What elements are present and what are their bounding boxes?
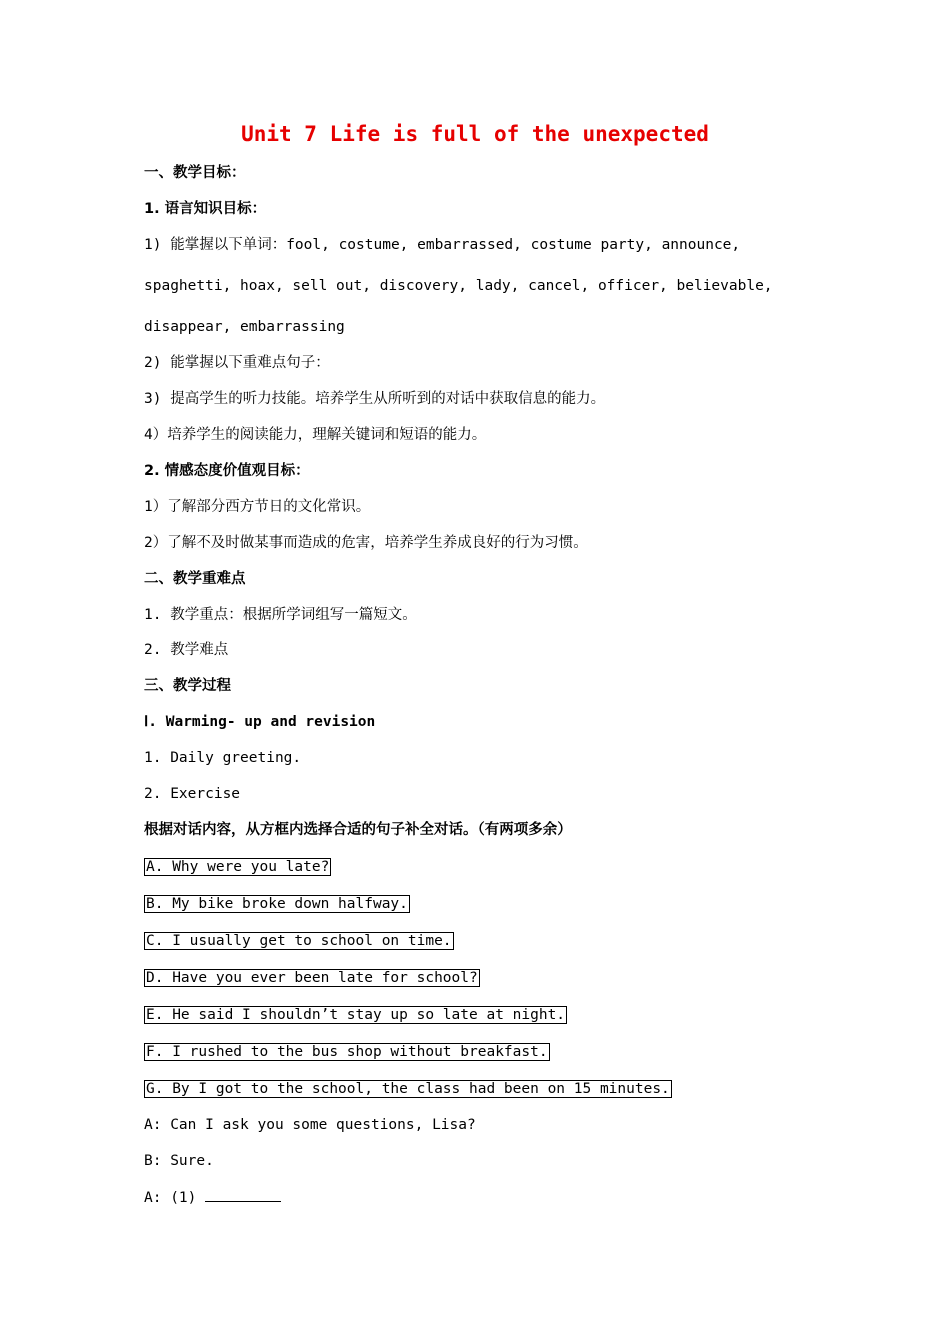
option-text: E. He said I shouldn’t stay up so late at night. bbox=[146, 1007, 566, 1023]
key-point-1: 1. 教学重点：根据所学词组写一篇短文。 bbox=[144, 607, 417, 623]
values-item-1: 1）了解部分西方节日的文化常识。 bbox=[144, 499, 371, 515]
dialogue-line-2: B: Sure. bbox=[144, 1153, 214, 1169]
section-heading-process: 三、教学过程 bbox=[144, 678, 231, 694]
option-a bbox=[144, 857, 331, 877]
document-title: Unit 7 Life is full of the unexpected bbox=[241, 122, 709, 146]
subheading-values: 2. 情感态度价值观目标： bbox=[144, 463, 310, 479]
subheading-language-knowledge: 1. 语言知识目标： bbox=[144, 201, 267, 217]
objective-vocab-line-3: disappear, embarrassing bbox=[144, 319, 345, 335]
exercise-instruction: 根据对话内容，从方框内选择合适的句子补全对话。（有两项多余） bbox=[144, 822, 572, 838]
dialogue-text: A: (1) bbox=[144, 1190, 206, 1206]
option-text: A. Why were you late? bbox=[146, 859, 330, 875]
option-text: C. I usually get to school on time. bbox=[146, 933, 452, 949]
values-item-2: 2）了解不及时做某事而造成的危害，培养学生养成良好的行为习惯。 bbox=[144, 535, 588, 551]
option-c bbox=[144, 931, 454, 951]
objective-reading: 4）培养学生的阅读能力，理解关键词和短语的能力。 bbox=[144, 427, 487, 443]
option-g bbox=[144, 1079, 672, 1099]
answer-blank-1[interactable] bbox=[205, 1187, 281, 1202]
option-d bbox=[144, 968, 480, 988]
section-heading-key-points: 二、教学重难点 bbox=[144, 571, 246, 587]
dialogue-line-3 bbox=[144, 1187, 281, 1208]
section-heading-objectives: 一、教学目标： bbox=[144, 165, 246, 181]
part-1-heading: Ⅰ. Warming- up and revision bbox=[144, 714, 376, 730]
key-point-2: 2. 教学难点 bbox=[144, 642, 229, 658]
objective-vocab-line-2: spaghetti, hoax, sell out, discovery, lady, cancel, officer, believable, bbox=[144, 278, 773, 294]
option-f bbox=[144, 1042, 550, 1062]
process-item-1: 1. Daily greeting. bbox=[144, 750, 302, 766]
option-e bbox=[144, 1005, 567, 1025]
option-b bbox=[144, 894, 410, 914]
option-text: F. I rushed to the bus shop without breakfast. bbox=[146, 1044, 548, 1060]
objective-sentences: 2) 能掌握以下重难点句子： bbox=[144, 355, 330, 371]
dialogue-line-1: A: Can I ask you some questions, Lisa? bbox=[144, 1117, 476, 1133]
option-text: D. Have you ever been late for school? bbox=[146, 970, 478, 986]
objective-vocab-line-1: 1) 能掌握以下单词：fool, costume, embarrassed, costume party, announce, bbox=[144, 237, 741, 253]
option-text: G. By I got to the school, the class had been on 15 minutes. bbox=[146, 1081, 670, 1097]
objective-listening: 3) 提高学生的听力技能。培养学生从所听到的对话中获取信息的能力。 bbox=[144, 391, 606, 407]
process-item-2: 2. Exercise bbox=[144, 786, 241, 802]
option-text: B. My bike broke down halfway. bbox=[146, 896, 408, 912]
